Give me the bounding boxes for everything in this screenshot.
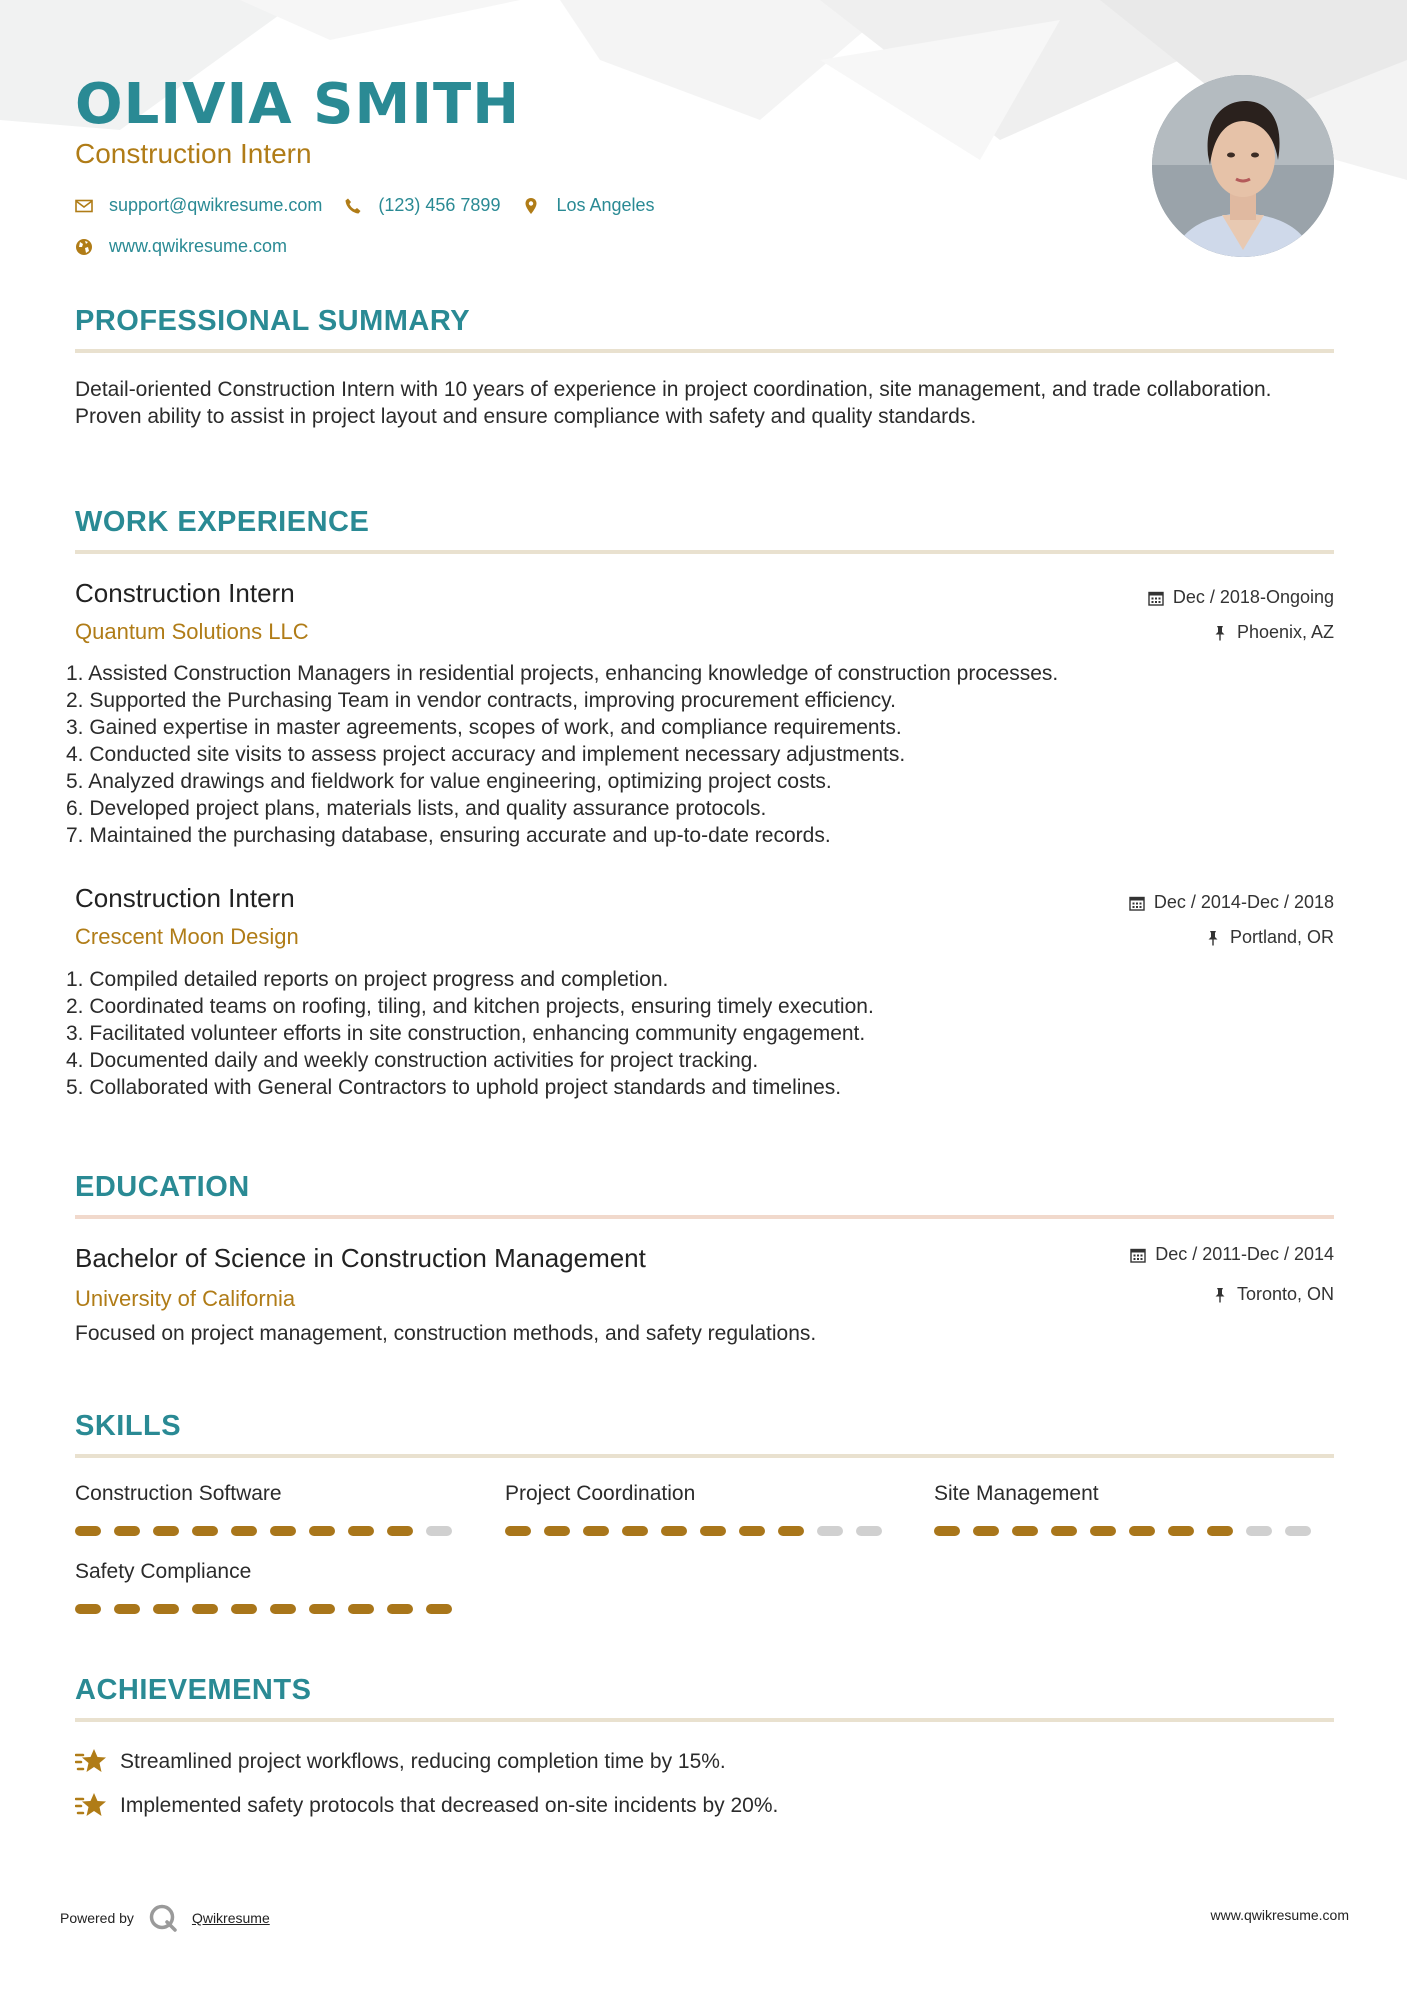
education-description: Focused on project management, construction methods, and safety regulations. <box>75 1322 817 1345</box>
job-date <box>1129 892 1334 913</box>
list-item: 1. Assisted Construction Managers in residential projects, enhancing knowledge of construction processes. <box>66 662 1059 685</box>
pushpin-icon <box>1212 1287 1228 1303</box>
calendar-icon <box>1148 590 1164 606</box>
skills-divider <box>75 1454 1334 1458</box>
experience-heading: WORK EXPERIENCE <box>75 506 370 538</box>
skill-name: Project Coordination <box>505 1482 696 1505</box>
experience-divider <box>75 550 1334 554</box>
globe-icon <box>75 238 93 256</box>
skill-dash-filled <box>1129 1526 1155 1536</box>
education-location-text: Toronto, ON <box>1236 1284 1334 1304</box>
skill-dash-filled <box>75 1526 101 1536</box>
skill-dash-filled <box>231 1604 257 1614</box>
pushpin-icon <box>1205 930 1221 946</box>
achievement-text: Streamlined project workflows, reducing completion time by 15%. <box>120 1750 726 1773</box>
phone-icon <box>344 197 362 215</box>
skill-dash-filled <box>114 1526 140 1536</box>
skill-name: Safety Compliance <box>75 1560 252 1583</box>
contact-website[interactable] <box>75 236 287 257</box>
skill-dash-filled <box>192 1526 218 1536</box>
envelope-icon <box>75 197 93 215</box>
skill-dash-filled <box>426 1604 452 1614</box>
skill-rating <box>934 1526 1324 1536</box>
summary-text: Detail-oriented Construction Intern with 10 years of experience in project coordination, site management, and trade collaboration. Proven ability to assist in project layout and ensure compliance with safety and quality standards. <box>75 378 1272 428</box>
list-item: 7. Maintained the purchasing database, ensuring accurate and up-to-date records. <box>66 824 831 847</box>
location-text: Los Angeles <box>556 195 655 215</box>
footer-url[interactable]: www.qwikresume.com <box>1210 1907 1349 1923</box>
website-text: www.qwikresume.com <box>109 236 288 256</box>
skill-dash-filled <box>505 1526 531 1536</box>
list-item: 5. Collaborated with General Contractors to uphold project standards and timelines. <box>66 1076 842 1099</box>
job-location-text: Phoenix, AZ <box>1236 622 1334 642</box>
skill-item <box>934 1482 1314 1506</box>
powered-by-label: Powered by <box>60 1910 134 1926</box>
skill-dash-filled <box>1168 1526 1194 1536</box>
qwikresume-link[interactable]: Qwikresume <box>191 1910 270 1926</box>
skill-dash-filled <box>1090 1526 1116 1536</box>
map-pin-icon <box>522 197 540 215</box>
contact-phone[interactable] <box>344 195 500 216</box>
job-title: Construction Intern <box>75 578 295 608</box>
skill-dash-filled <box>544 1526 570 1536</box>
star-icon <box>75 1747 107 1777</box>
skill-dash-empty <box>817 1526 843 1536</box>
list-item: 4. Conducted site visits to assess project accuracy and implement necessary adjustments. <box>66 743 906 766</box>
skill-dash-filled <box>153 1526 179 1536</box>
company-name: Crescent Moon Design <box>75 924 299 949</box>
list-item: 6. Developed project plans, materials lists, and quality assurance protocols. <box>66 797 767 820</box>
list-item: 3. Gained expertise in master agreements, scopes of work, and compliance requirements. <box>66 716 902 739</box>
list-item: 4. Documented daily and weekly construction activities for project tracking. <box>66 1049 759 1072</box>
achievement-item <box>75 1747 726 1777</box>
job-responsibilities <box>66 660 1334 849</box>
skill-dash-filled <box>309 1526 335 1536</box>
achievement-item <box>75 1791 778 1821</box>
skill-dash-filled <box>192 1604 218 1614</box>
contact-email[interactable] <box>75 195 322 216</box>
skill-rating <box>75 1526 465 1536</box>
skill-dash-empty <box>1246 1526 1272 1536</box>
skill-dash-filled <box>270 1604 296 1614</box>
skill-name: Construction Software <box>75 1482 282 1505</box>
job-location <box>1212 622 1334 643</box>
skill-dash-filled <box>348 1526 374 1536</box>
list-item: 3. Facilitated volunteer efforts in site construction, enhancing community engagement. <box>66 1022 866 1045</box>
skill-name: Site Management <box>934 1482 1099 1505</box>
skill-dash-filled <box>153 1604 179 1614</box>
education-date-text: Dec / 2011-Dec / 2014 <box>1155 1244 1334 1264</box>
skill-dash-filled <box>778 1526 804 1536</box>
calendar-icon <box>1129 895 1145 911</box>
candidate-name: OLIVIA SMITH <box>75 72 521 137</box>
summary-divider <box>75 349 1334 353</box>
contact-location <box>522 195 654 216</box>
skill-dash-filled <box>661 1526 687 1536</box>
education-date <box>1130 1244 1334 1265</box>
job-date-text: Dec / 2014-Dec / 2018 <box>1153 892 1334 912</box>
skill-dash-filled <box>700 1526 726 1536</box>
skills-heading: SKILLS <box>75 1410 182 1442</box>
contact-row <box>75 195 677 216</box>
skill-dash-empty <box>426 1526 452 1536</box>
pushpin-icon <box>1212 625 1228 641</box>
school-name: University of California <box>75 1286 296 1311</box>
skill-rating <box>75 1604 465 1614</box>
achievements-heading: ACHIEVEMENTS <box>75 1674 312 1706</box>
skill-dash-filled <box>348 1604 374 1614</box>
education-location <box>1212 1284 1334 1305</box>
job-location-text: Portland, OR <box>1229 927 1334 947</box>
education-heading: EDUCATION <box>75 1171 250 1203</box>
skill-dash-empty <box>856 1526 882 1536</box>
profile-photo <box>1152 75 1334 257</box>
skill-dash-filled <box>1207 1526 1233 1536</box>
skill-dash-filled <box>75 1604 101 1614</box>
skill-dash-filled <box>973 1526 999 1536</box>
education-divider <box>75 1215 1334 1219</box>
job-date-text: Dec / 2018-Ongoing <box>1172 587 1334 607</box>
qwikresume-logo-icon <box>148 1903 178 1933</box>
company-name: Quantum Solutions LLC <box>75 619 309 644</box>
phone-text: (123) 456 7899 <box>378 195 501 215</box>
summary-heading: PROFESSIONAL SUMMARY <box>75 305 471 337</box>
profile-photo-image <box>1152 75 1334 257</box>
skill-dash-filled <box>1051 1526 1077 1536</box>
job-title: Construction Intern <box>75 883 295 913</box>
skill-dash-filled <box>739 1526 765 1536</box>
skill-dash-empty <box>1285 1526 1311 1536</box>
list-item: 5. Analyzed drawings and fieldwork for value engineering, optimizing project costs. <box>66 770 832 793</box>
list-item: 2. Supported the Purchasing Team in vendor contracts, improving procurement efficiency. <box>66 689 896 712</box>
skill-rating <box>505 1526 895 1536</box>
skill-dash-filled <box>934 1526 960 1536</box>
skill-dash-filled <box>622 1526 648 1536</box>
achievement-text: Implemented safety protocols that decreased on-site incidents by 20%. <box>120 1794 779 1817</box>
contact-row-website <box>75 236 309 257</box>
skill-item <box>75 1560 455 1584</box>
calendar-icon <box>1130 1247 1146 1263</box>
skill-dash-filled <box>387 1526 413 1536</box>
candidate-title: Construction Intern <box>75 138 312 169</box>
skill-dash-filled <box>309 1604 335 1614</box>
email-text: support@qwikresume.com <box>109 195 323 215</box>
achievements-divider <box>75 1718 1334 1722</box>
degree-title: Bachelor of Science in Construction Management <box>75 1243 646 1273</box>
skill-item <box>75 1482 455 1506</box>
footer-powered-by <box>60 1903 270 1933</box>
job-date <box>1148 587 1334 608</box>
list-item: 2. Coordinated teams on roofing, tiling, and kitchen projects, ensuring timely execution. <box>66 995 874 1018</box>
list-item: 1. Compiled detailed reports on project progress and completion. <box>66 968 669 991</box>
skill-dash-filled <box>387 1604 413 1614</box>
job-location <box>1205 927 1334 948</box>
job-responsibilities <box>66 966 1334 1101</box>
skill-dash-filled <box>114 1604 140 1614</box>
skill-item <box>505 1482 885 1506</box>
skill-dash-filled <box>1012 1526 1038 1536</box>
skill-dash-filled <box>583 1526 609 1536</box>
star-icon <box>75 1791 107 1821</box>
skill-dash-filled <box>270 1526 296 1536</box>
skill-dash-filled <box>231 1526 257 1536</box>
